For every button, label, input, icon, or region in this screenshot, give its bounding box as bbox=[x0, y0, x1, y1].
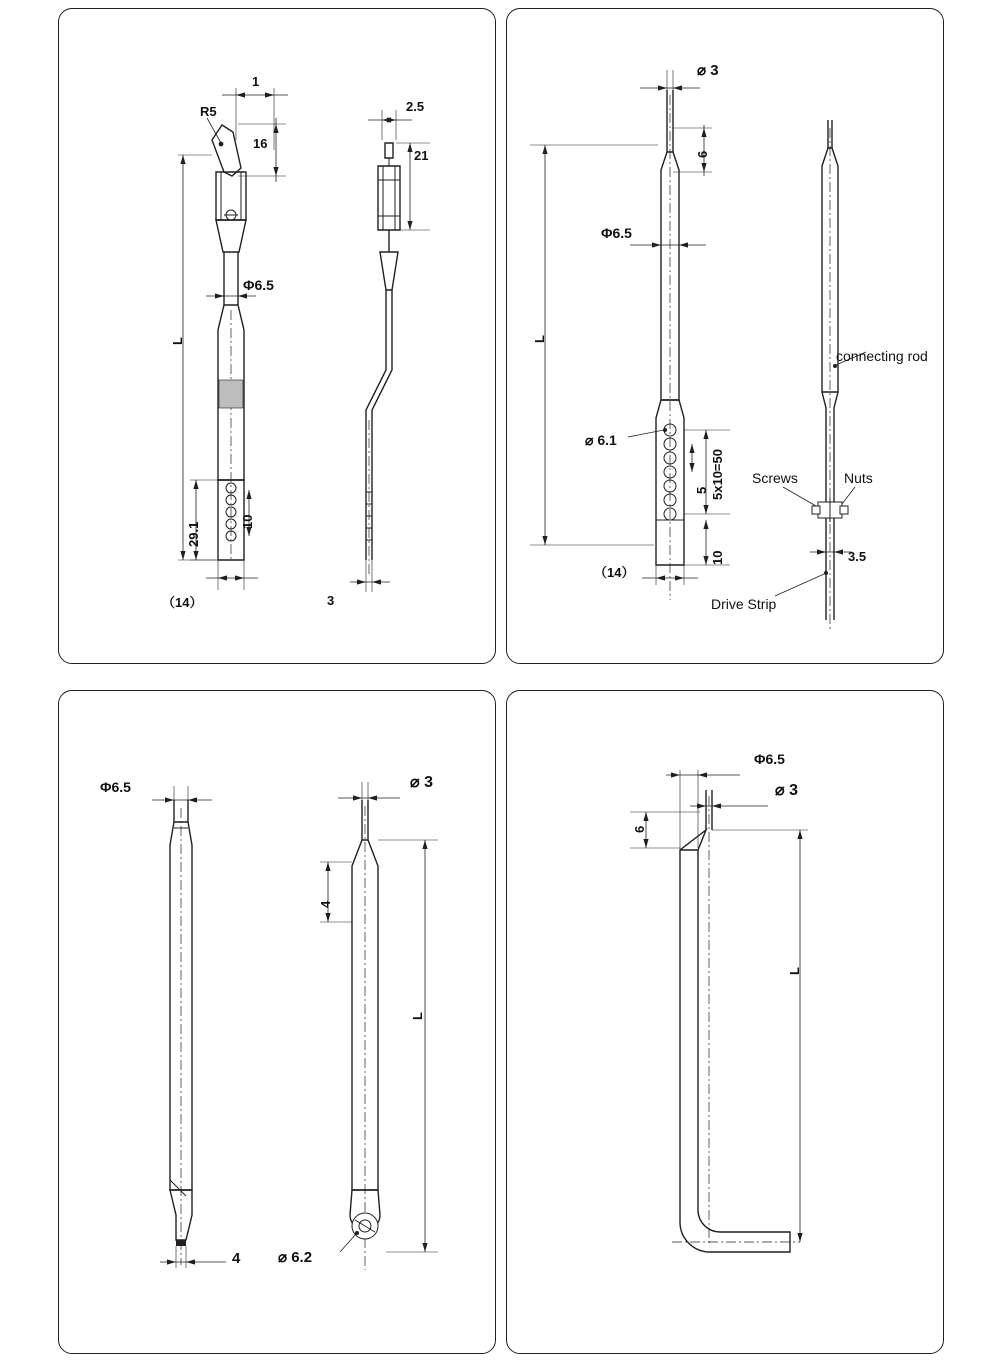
dim-label-L-p3: L bbox=[410, 1012, 425, 1020]
dim-label-dia62: ⌀ 6.2 bbox=[278, 1249, 313, 1266]
dim-label-3-p1: 3 bbox=[327, 593, 335, 608]
dim-label-dia65-p3: Φ6.5 bbox=[100, 779, 131, 795]
dim-label-dia3-p2: ⌀ 3 bbox=[697, 62, 719, 79]
dim-label-dia3-p3: ⌀ 3 bbox=[410, 774, 433, 791]
dim-label-21: 21 bbox=[414, 148, 429, 163]
dim-label-10-p1: 10 bbox=[240, 514, 255, 529]
dim-label-dia65-p2: Φ6.5 bbox=[601, 225, 632, 241]
dim-label-2p5: 2.5 bbox=[406, 99, 425, 114]
dim-label-L-p1: L bbox=[170, 337, 185, 345]
dim-label-6-p2: 6 bbox=[695, 150, 710, 158]
dim-label-5: 5 bbox=[694, 486, 709, 494]
dim-label-3p5: 3.5 bbox=[848, 549, 867, 564]
dim-label-dia3-p4: ⌀ 3 bbox=[775, 782, 798, 799]
dim-label-14-p1: （14） bbox=[162, 595, 203, 610]
dim-label-14-p2: （14） bbox=[594, 565, 635, 580]
dim-label-dia65-p4: Φ6.5 bbox=[754, 751, 785, 767]
dim-label-dia61: ⌀ 6.1 bbox=[585, 432, 617, 448]
dim-label-6-p4: 6 bbox=[632, 825, 647, 833]
dim-label-1: 1 bbox=[252, 74, 260, 89]
annotation-connecting-rod: connecting rod bbox=[836, 348, 928, 364]
dim-label-L-p4: L bbox=[787, 967, 802, 975]
annotation-nuts: Nuts bbox=[844, 470, 873, 486]
dim-label-29p1: 29.1 bbox=[186, 521, 201, 547]
dim-label-4-p3: 4 bbox=[318, 900, 333, 908]
annotation-screws: Screws bbox=[752, 470, 798, 486]
dim-label-4b-p3: 4 bbox=[232, 1250, 241, 1267]
dim-label-10-p2: 10 bbox=[710, 550, 725, 565]
dim-label-5x10: 5x10=50 bbox=[710, 449, 725, 500]
dim-label-L-p2: L bbox=[532, 335, 547, 343]
dim-label-r5: R5 bbox=[200, 104, 217, 119]
annotation-drive-strip: Drive Strip bbox=[711, 596, 777, 612]
dim-label-16: 16 bbox=[253, 136, 268, 151]
dim-label-dia65-p1: Φ6.5 bbox=[243, 277, 274, 293]
